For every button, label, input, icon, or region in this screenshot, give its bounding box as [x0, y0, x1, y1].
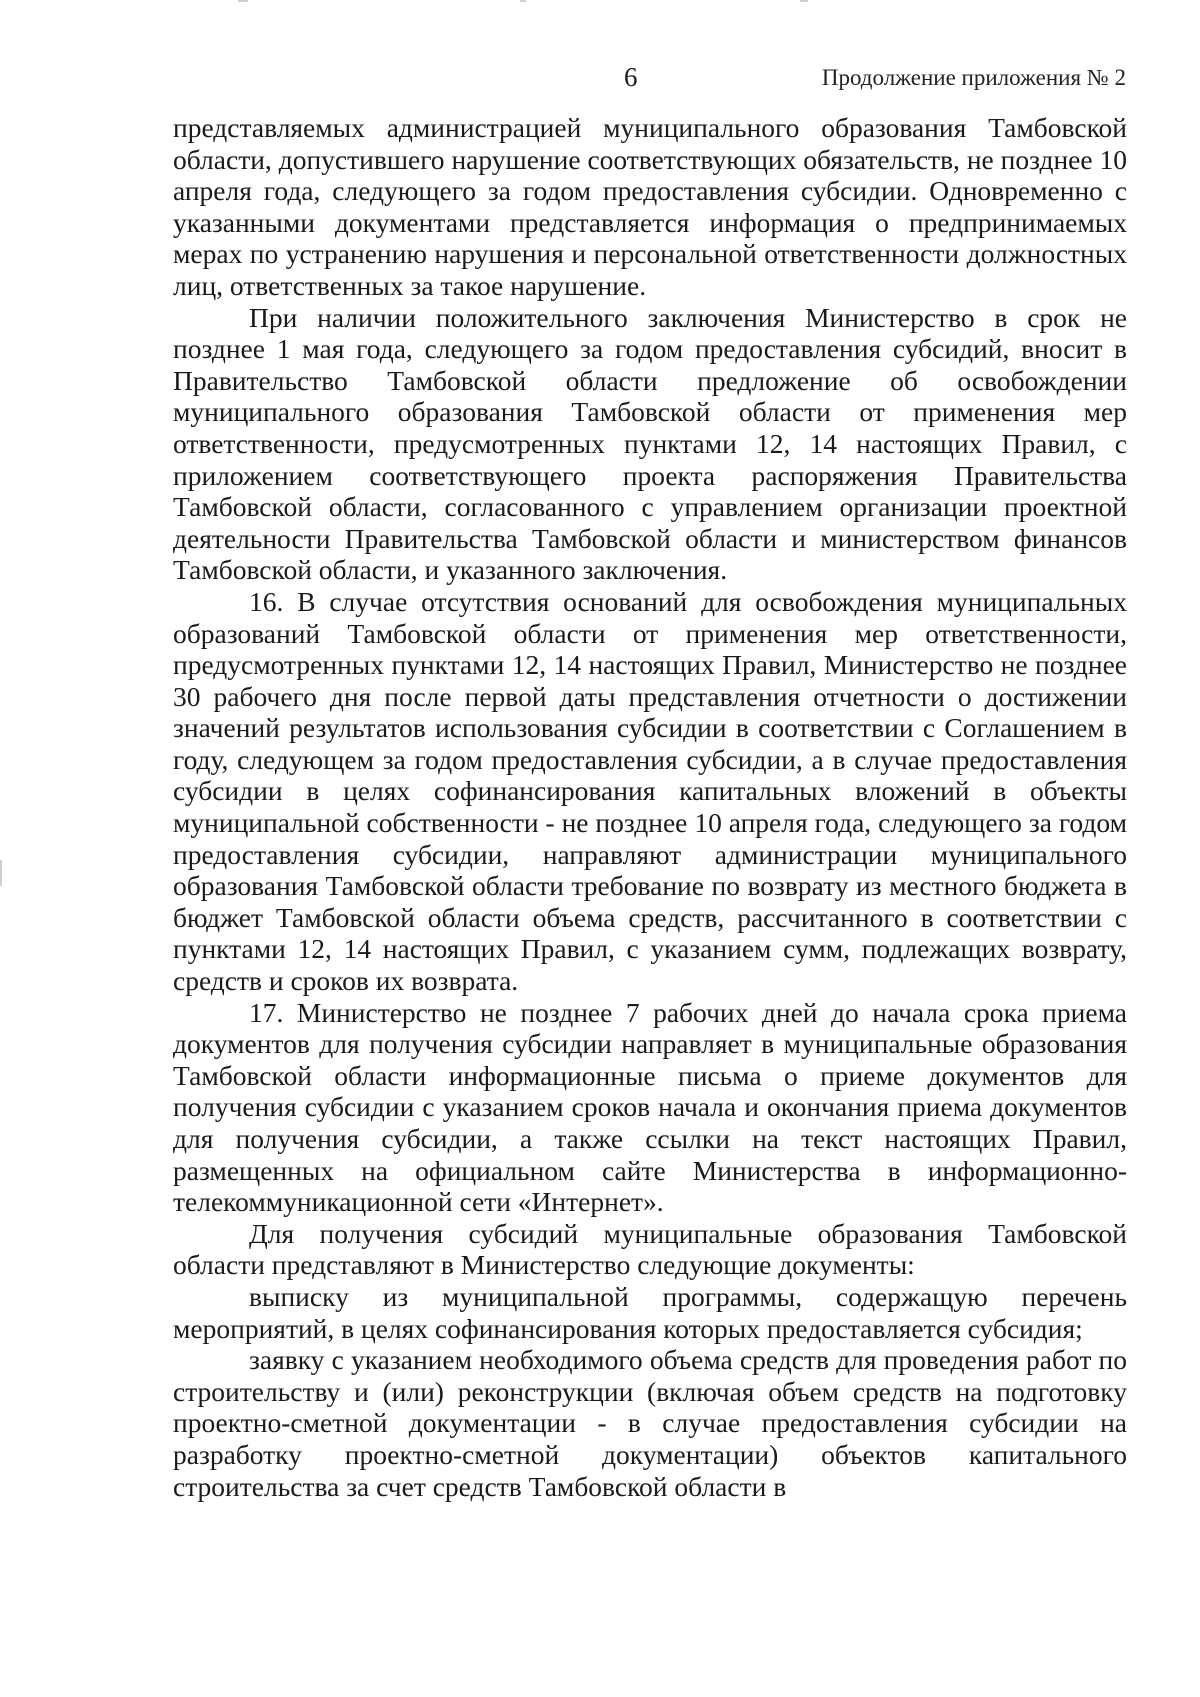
paragraph: Для получения субсидий муниципальные образования Тамбовской области представляют в Министерство следующие документы: — [173, 1217, 1127, 1281]
scan-speck — [520, 0, 526, 2]
paragraph: заявку с указанием необходимого объема средств для проведения работ по строительству и (или) реконструкции (включая объем средств на подготовку проектно-сметной документации - в случае предоставления субсидии на разработку проектно-сметной документации) объектов капитального строительства за счет средств Тамбовской области в — [173, 1344, 1127, 1502]
appendix-continuation-label: Продолжение приложения № 2 — [821, 65, 1126, 90]
page-number: 6 — [624, 62, 638, 92]
paragraph: выписку из муниципальной программы, содержащую перечень мероприятий, в целях софинансирования которых предоставляется субсидия; — [173, 1280, 1127, 1344]
paragraph-clause-17: 17. Министерство не позднее 7 рабочих дней до начала срока приема документов для получения субсидии направляет в муниципальные образования Тамбовской области информационные письма о приеме документов для получения субсидии с указанием сроков начала и окончания приема документов для получения субсидии, а также ссылки на текст настоящих Правил, размещенных на официальном сайте Министерства в информационно-телекоммуникационной сети «Интернет». — [173, 996, 1127, 1218]
scan-speck — [238, 0, 248, 2]
paragraph-clause-16: 16. В случае отсутствия оснований для освобождения муниципальных образований Тамбовской области от применения мер ответственности, предусмотренных пунктами 12, 14 настоящих Правил, Министерство не позднее 30 рабочего дня после первой даты представления отчетности о достижении значений результатов использования субсидии в соответствии с Соглашением в году, следующем за годом предоставления субсидии, а в случае предоставления субсидии в целях софинансирования капитальных вложений в объекты муниципальной собственности - не позднее 10 апреля года, следующего за годом предоставления субсидии, направляют администрации муниципального образования Тамбовской области требование по возврату из местного бюджета в бюджет Тамбовской области объема средств, рассчитанного в соответствии с пунктами 12, 14 настоящих Правил, с указанием сумм, подлежащих возврату, средств и сроков их возврата. — [173, 585, 1127, 997]
scan-speck — [0, 860, 2, 886]
scan-speck — [800, 0, 808, 2]
paragraph: При наличии положительного заключения Министерство в срок не позднее 1 мая года, следующего за годом предоставления субсидий, вносит в Правительство Тамбовской области предложение об освобождении муниципального образования Тамбовской области от применения мер ответственности, предусмотренных пунктами 12, 14 настоящих Правил, с приложением соответствующего проекта распоряжения Правительства Тамбовской области, согласованного с управлением организации проектной деятельности Правительства Тамбовской области и министерством финансов Тамбовской области, и указанного заключения. — [173, 301, 1127, 586]
document-body — [173, 112, 1127, 1502]
paragraph: представляемых администрацией муниципального образования Тамбовской области, допустившего нарушение соответствующих обязательств, не позднее 10 апреля года, следующего за годом предоставления субсидии. Одновременно с указанными документами представляется информация о предпринимаемых мерах по устранению нарушения и персональной ответственности должностных лиц, ответственных за такое нарушение. — [173, 112, 1127, 301]
